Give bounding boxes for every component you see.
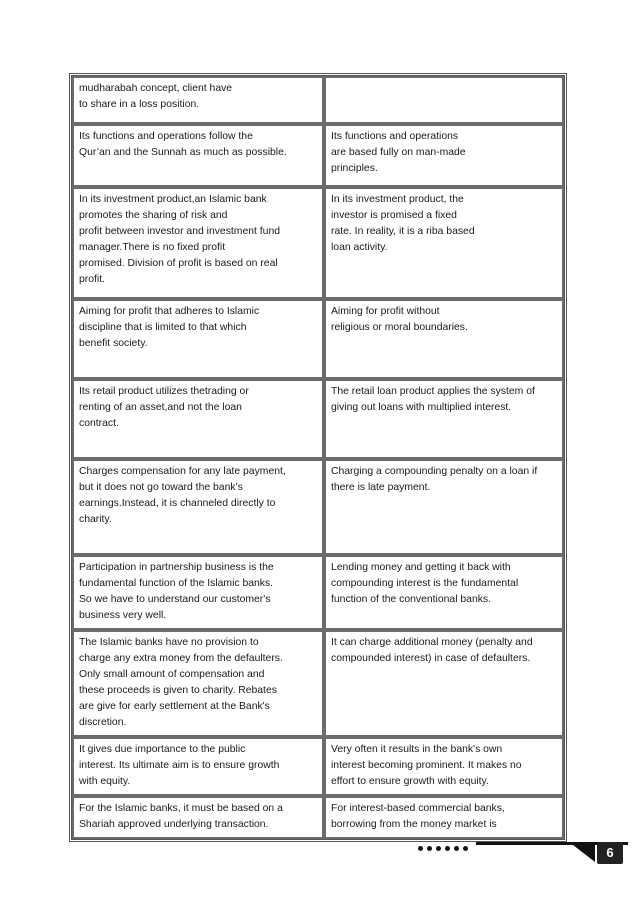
islamic-cell: Charges compensation for any late payment, but it does not go toward the bank’s earnings.Instead, it is channeled directly to charity. <box>72 459 324 555</box>
table-row <box>72 737 564 796</box>
islamic-cell: It gives due importance to the public interest. Its ultimate aim is to ensure growth with equity. <box>72 737 324 796</box>
islamic-cell: Its functions and operations follow the Qur’an and the Sunnah as much as possible. <box>72 124 324 187</box>
table-row <box>72 459 564 555</box>
table-row <box>72 299 564 379</box>
footer-dots <box>418 840 478 850</box>
table-row <box>72 379 564 459</box>
islamic-cell: For the Islamic banks, it must be based on a Shariah approved underlying transaction. <box>72 796 324 839</box>
table-row <box>72 555 564 630</box>
conventional-cell: It can charge additional money (penalty and compounded interest) in case of defaulters. <box>324 630 564 737</box>
conventional-cell: For interest-based commercial banks, borrowing from the money market is <box>324 796 564 839</box>
conventional-cell: In its investment product, the investor is promised a fixed rate. In reality, it is a riba based loan activity. <box>324 187 564 299</box>
conventional-cell <box>324 76 564 124</box>
islamic-cell: In its investment product,an Islamic bank promotes the sharing of risk and profit between investor and investment fund manager.There is no fixed profit promised. Division of profit is based on real profit. <box>72 187 324 299</box>
islamic-cell: Aiming for profit that adheres to Islamic discipline that is limited to that which benefit society. <box>72 299 324 379</box>
islamic-cell: The Islamic banks have no provision to charge any extra money from the defaulters. Only small amount of compensation and these proceeds is given to charity. Rebates are give for early settlement at the Bank's discretion. <box>72 630 324 737</box>
table-row <box>72 187 564 299</box>
table-row <box>72 76 564 124</box>
islamic-cell: mudharabah concept, client have to share in a loss position. <box>72 76 324 124</box>
conventional-cell: Charging a compounding penalty on a loan if there is late payment. <box>324 459 564 555</box>
table-row <box>72 796 564 839</box>
table-row <box>72 124 564 187</box>
conventional-cell: Lending money and getting it back with compounding interest is the fundamental function of the conventional banks. <box>324 555 564 630</box>
table-row <box>72 630 564 737</box>
conventional-cell: Its functions and operations are based fully on man-made principles. <box>324 124 564 187</box>
comparison-table <box>69 73 567 842</box>
page-number: 6 <box>597 842 623 864</box>
footer-wedge <box>573 845 595 862</box>
conventional-cell: Aiming for profit without religious or moral boundaries. <box>324 299 564 379</box>
conventional-cell: Very often it results in the bank's own interest becoming prominent. It makes no effort to ensure growth with equity. <box>324 737 564 796</box>
islamic-cell: Its retail product utilizes thetrading or renting of an asset,and not the loan contract. <box>72 379 324 459</box>
islamic-cell: Participation in partnership business is the fundamental function of the Islamic banks. So we have to understand our customer's business very well. <box>72 555 324 630</box>
conventional-cell: The retail loan product applies the system of giving out loans with multiplied interest. <box>324 379 564 459</box>
